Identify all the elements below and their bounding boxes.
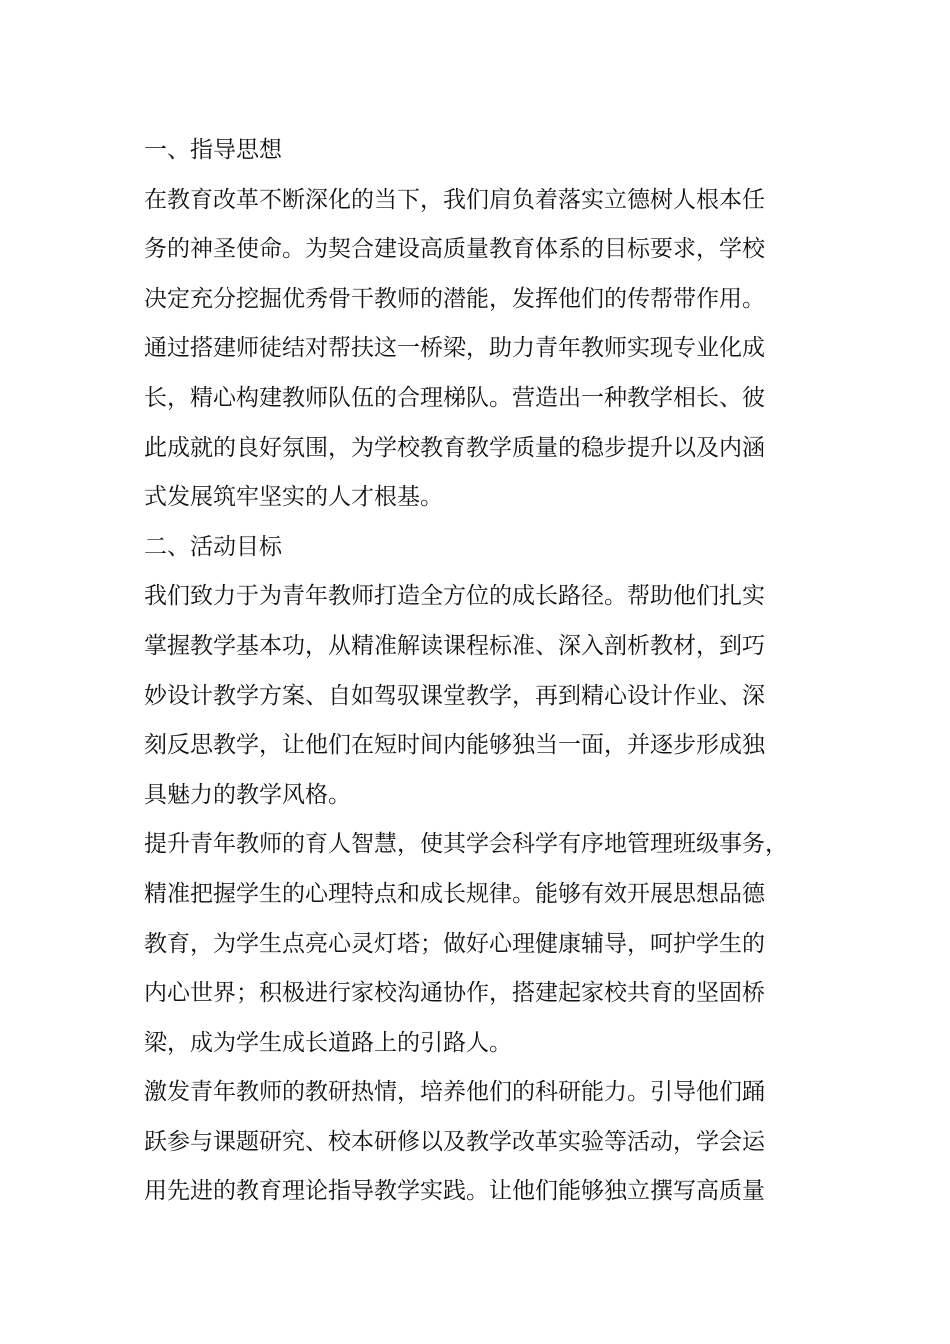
section-heading-activity-goals: 二、活动目标 <box>144 533 282 560</box>
paragraph-line: 具魅力的教学风格。 <box>144 781 351 808</box>
paragraph-line: 在教育改革不断深化的当下，我们肩负着落实立德树人根本任 <box>144 186 765 213</box>
paragraph-line: 提升青年教师的育人智慧，使其学会科学有序地管理班级事务， <box>144 831 788 858</box>
paragraph-line: 梁，成为学生成长道路上的引路人。 <box>144 1029 512 1056</box>
section-heading-guiding-ideology: 一、指导思想 <box>144 137 282 163</box>
paragraph-line: 式发展筑牢坚实的人才根基。 <box>144 484 443 511</box>
paragraph-line: 务的神圣使命。为契合建设高质量教育体系的目标要求，学校 <box>144 236 765 263</box>
paragraph-line: 长，精心构建教师队伍的合理梯队。营造出一种教学相长、彼 <box>144 384 765 411</box>
paragraph-line: 我们致力于为青年教师打造全方位的成长路径。帮助他们扎实 <box>144 583 765 610</box>
paragraph-line: 此成就的良好氛围，为学校教育教学质量的稳步提升以及内涵 <box>144 434 765 461</box>
paragraph-line: 精准把握学生的心理特点和成长规律。能够有效开展思想品德 <box>144 880 765 907</box>
paragraph-line: 妙设计教学方案、自如驾驭课堂教学，再到精心设计作业、深 <box>144 682 765 709</box>
paragraph-line: 决定充分挖掘优秀骨干教师的潜能，发挥他们的传帮带作用。 <box>144 285 765 312</box>
paragraph-line: 刻反思教学，让他们在短时间内能够独当一面，并逐步形成独 <box>144 732 765 759</box>
paragraph-line: 通过搭建师徒结对帮扶这一桥梁，助力青年教师实现专业化成 <box>144 335 765 362</box>
paragraph-line: 内心世界；积极进行家校沟通协作，搭建起家校共育的坚固桥 <box>144 980 765 1007</box>
paragraph-line: 跃参与课题研究、校本研修以及教学改革实验等活动，学会运 <box>144 1128 765 1155</box>
document-body <box>144 126 844 1217</box>
paragraph-line: 用先进的教育理论指导教学实践。让他们能够独立撰写高质量 <box>144 1178 765 1205</box>
paragraph-line: 激发青年教师的教研热情，培养他们的科研能力。引导他们踊 <box>144 1079 765 1106</box>
paragraph-line: 教育，为学生点亮心灵灯塔；做好心理健康辅导，呵护学生的 <box>144 930 765 957</box>
paragraph-line: 掌握教学基本功，从精准解读课程标准、深入剖析教材，到巧 <box>144 632 765 659</box>
